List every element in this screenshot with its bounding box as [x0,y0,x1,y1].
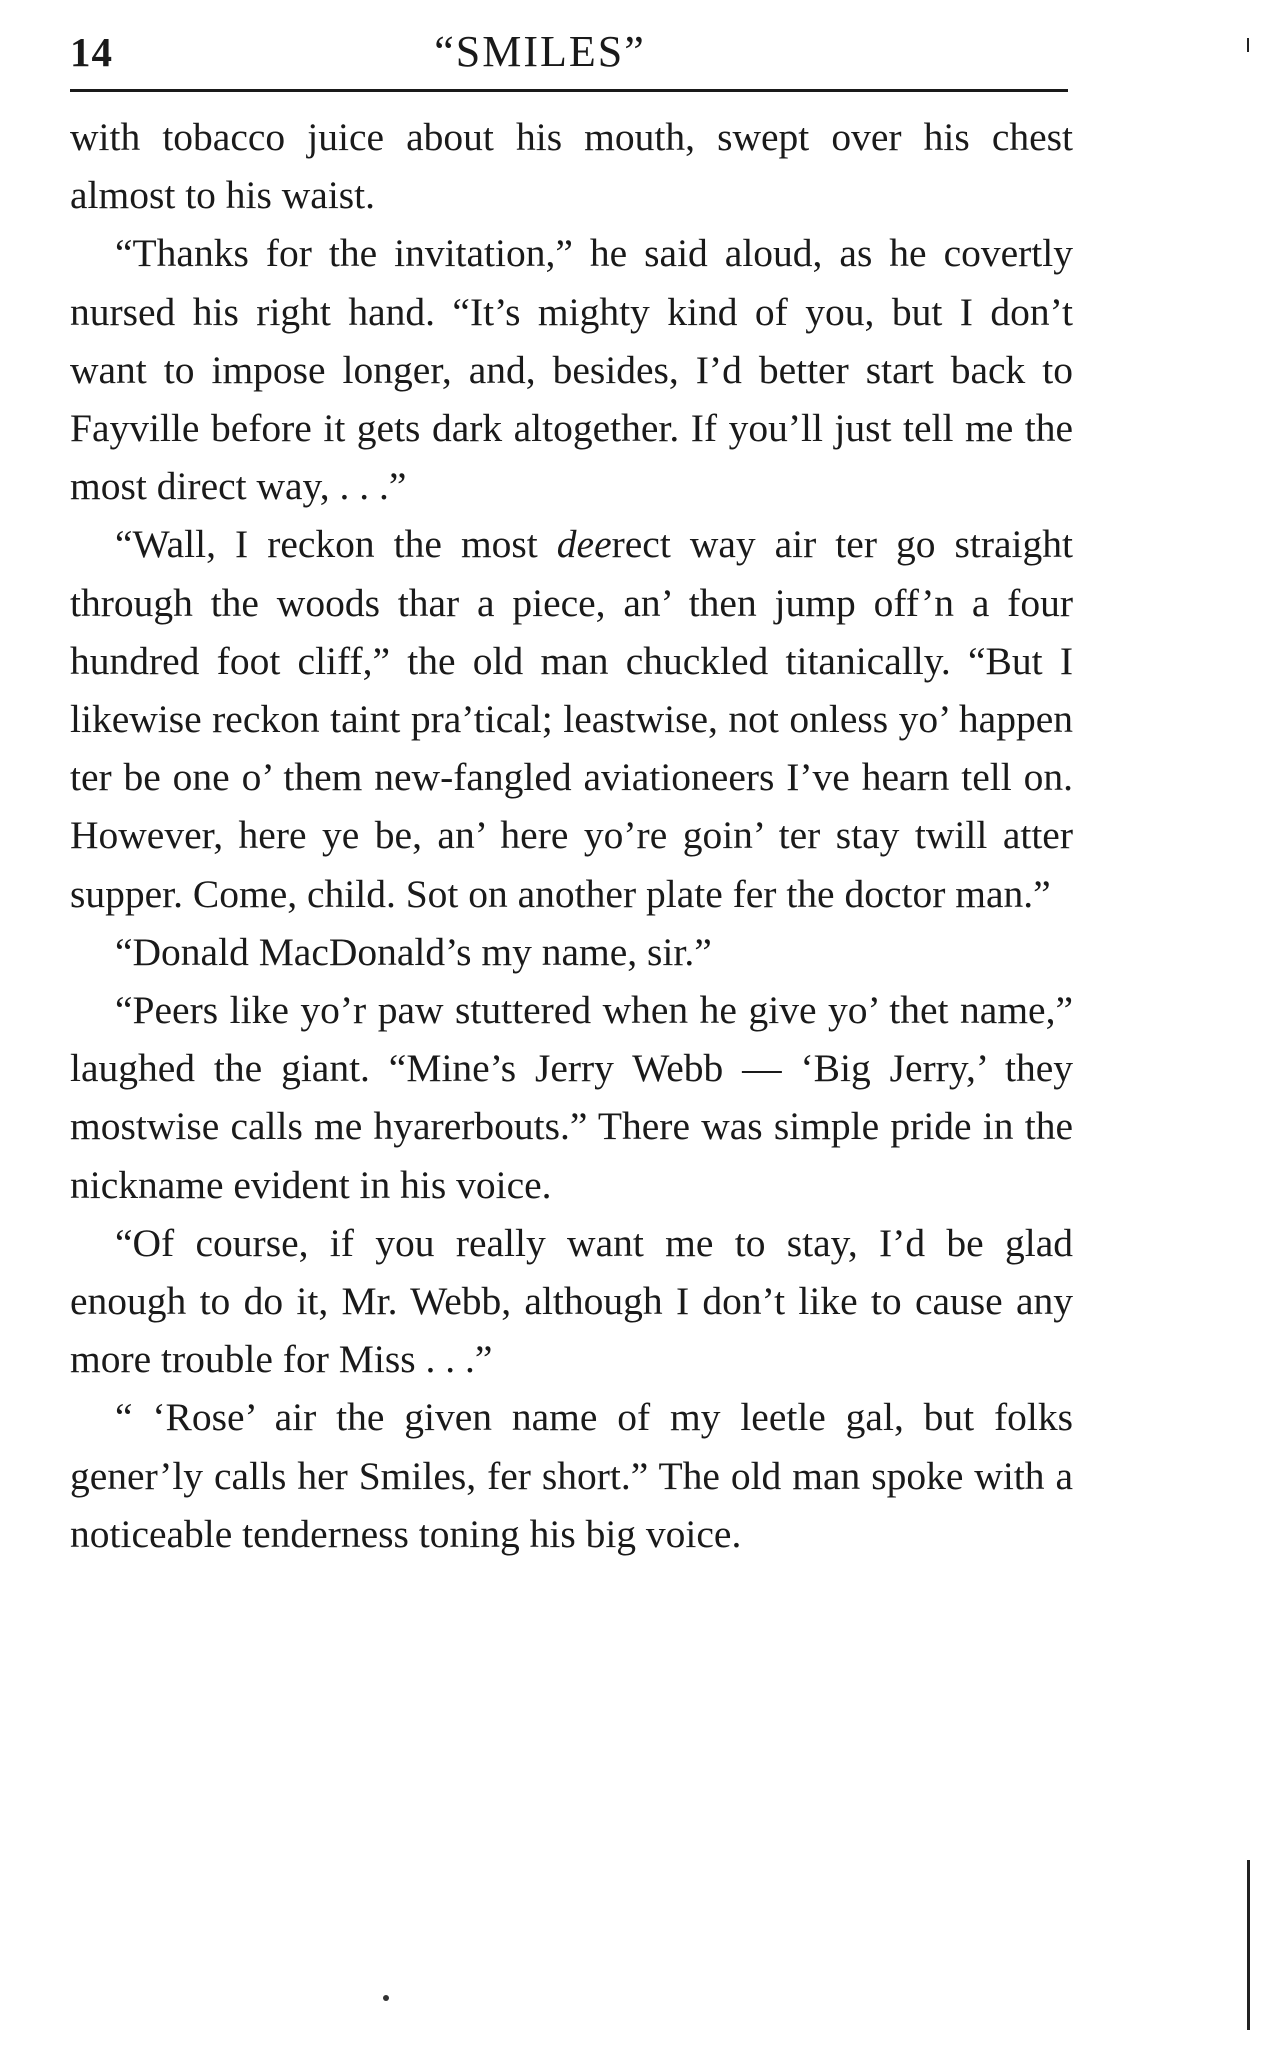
paragraph [70,224,1073,515]
body-text [70,108,1073,1563]
paragraph-text: “Peers like yo’r paw stuttered when he give yo’ thet name,” laughed the giant. “Mine’s Jerry Webb — ‘Big Jerry,’ they mostwise calls me hyarerbouts.” There was simple pride in the nickname evident in his voice. [70,988,1073,1207]
header-rule [70,89,1068,92]
paragraph-text: “ ‘Rose’ air the given name of my leetle gal, but folks gener’ly calls her Smiles, fer short.” The old man spoke with a noticeable tenderness toning his big voice. [70,1395,1073,1556]
paragraph-text: rect way air ter go straight through the woods thar a piece, an’ then jump off’n a four hundred foot cliff,” the old man chuckled titanically. “But I likewise reckon taint pra’tical; leastwise, not onless yo’ happen ter be one o’ them new-fangled aviationeers I’ve hearn tell on. However, here ye be, an’ here yo’re goin’ ter stay twill atter supper. Come, child. Sot on another plate fer the doctor man.” [70,522,1073,916]
paragraph [70,515,1073,922]
paragraph-text: “Wall, I reckon the most [115,522,557,567]
paragraph [70,108,1073,224]
paragraph-text: “Of course, if you really want me to stay, I’d be glad enough to do it, Mr. Webb, although I don’t like to cause any more trouble for Miss . . .” [70,1220,1073,1382]
paragraph-text: with tobacco juice about his mouth, swept over his chest almost to his waist. [70,115,1073,218]
page-header [70,22,1070,82]
paragraph [70,1388,1073,1563]
paragraph [70,1214,1073,1389]
paragraph-text: “Donald MacDonald’s my name, sir.” [115,929,712,974]
running-title [70,26,1070,77]
page-number: 14 [70,29,113,75]
scan-edge-mark [1247,1860,1250,2030]
italic-text: dee [556,522,612,567]
scan-edge-mark [1247,38,1249,52]
running-title-text: “SMILES” [434,27,646,76]
paragraph [70,981,1073,1214]
scan-speck [383,1995,389,2001]
paragraph-text: “Thanks for the invitation,” he said aloud, as he covertly nursed his right hand. “It’s mighty kind of you, but I don’t want to impose longer, and, besides, I’d better start back to Fayville before it gets dark altogether. If you’ll just tell me the most direct way, . . .” [70,231,1073,509]
paragraph [70,923,1073,981]
